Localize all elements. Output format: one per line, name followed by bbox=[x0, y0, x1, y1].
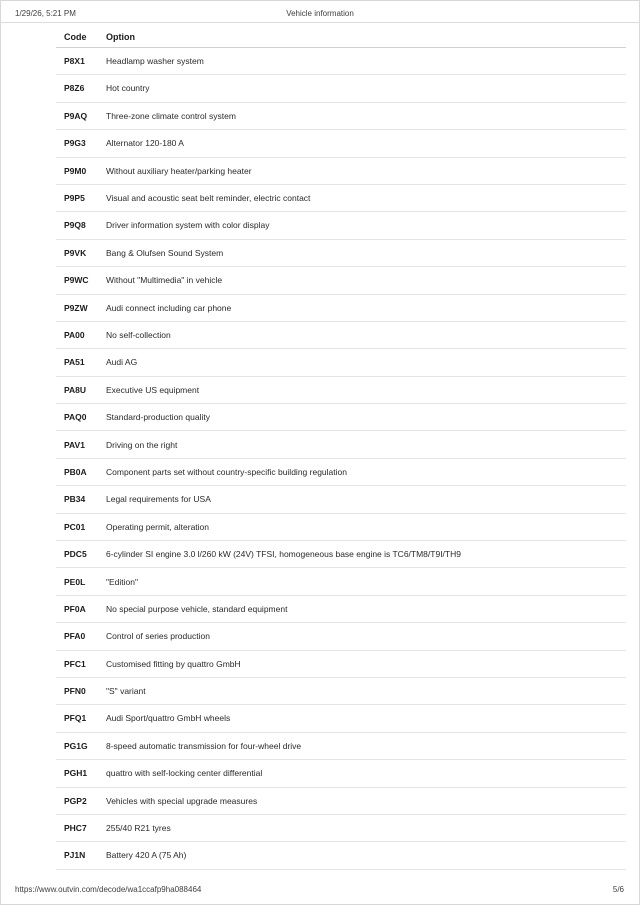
option-cell: Control of series production bbox=[106, 631, 210, 642]
code-cell: PA00 bbox=[64, 330, 85, 340]
column-header-code: Code bbox=[64, 31, 87, 42]
option-cell: 8-speed automatic transmission for four-wheel drive bbox=[106, 740, 302, 751]
table-row bbox=[56, 130, 626, 157]
code-cell: P9ZW bbox=[64, 302, 88, 313]
code-cell: P9Q8 bbox=[64, 220, 86, 231]
option-cell: Driving on the right bbox=[106, 439, 178, 450]
table-row bbox=[56, 185, 626, 212]
option-cell: Driver information system with color display bbox=[106, 220, 270, 231]
table-row bbox=[56, 733, 626, 760]
table-row bbox=[56, 103, 626, 130]
code-cell: P8X1 bbox=[64, 56, 85, 67]
source-url: https://www.outvin.com/decode/wa1ccafp9ha088464 bbox=[15, 885, 202, 894]
table-row bbox=[56, 48, 626, 75]
option-cell: Without auxiliary heater/parking heater bbox=[106, 165, 252, 176]
option-cell: Audi Sport/quattro GmbH wheels bbox=[106, 713, 231, 724]
option-cell: Customised fitting by quattro GmbH bbox=[106, 658, 241, 669]
option-cell: "S" variant bbox=[106, 686, 146, 697]
code-cell: PGP2 bbox=[64, 795, 87, 806]
table-row bbox=[56, 240, 626, 267]
option-cell: Alternator 120-180 A bbox=[106, 138, 184, 149]
print-header bbox=[1, 1, 639, 23]
table-row bbox=[56, 349, 626, 376]
option-cell: Audi connect including car phone bbox=[106, 302, 232, 313]
print-footer bbox=[1, 880, 639, 904]
print-datetime: 1/29/26, 5:21 PM bbox=[15, 9, 76, 18]
table-row bbox=[56, 322, 626, 349]
table-row bbox=[56, 568, 626, 595]
code-cell: PA8U bbox=[64, 384, 87, 395]
table-row bbox=[56, 541, 626, 568]
code-cell: PHC7 bbox=[64, 823, 87, 834]
option-cell: Headlamp washer system bbox=[106, 56, 204, 67]
code-cell: PG1G bbox=[64, 740, 88, 751]
table-row bbox=[56, 596, 626, 623]
table-row bbox=[56, 431, 626, 458]
table-row bbox=[56, 267, 626, 294]
table-row bbox=[56, 623, 626, 650]
code-cell: PFQ1 bbox=[64, 713, 87, 724]
table-row bbox=[56, 514, 626, 541]
table-row bbox=[56, 75, 626, 102]
option-cell: Bang & Olufsen Sound System bbox=[106, 247, 224, 258]
option-cell: Operating permit, alteration bbox=[106, 521, 209, 532]
code-cell: PAQ0 bbox=[64, 412, 87, 423]
option-cell: quattro with self-locking center differential bbox=[106, 768, 263, 779]
column-header-option: Option bbox=[106, 31, 135, 42]
option-cell: Vehicles with special upgrade measures bbox=[106, 795, 258, 806]
option-cell: Audi AG bbox=[106, 357, 138, 368]
option-cell: Component parts set without country-specific building regulation bbox=[106, 466, 347, 477]
option-table bbox=[56, 27, 626, 870]
option-cell: "Edition" bbox=[106, 576, 139, 587]
table-row bbox=[56, 705, 626, 732]
code-cell: P9M0 bbox=[64, 165, 87, 176]
code-cell: PAV1 bbox=[64, 439, 85, 450]
code-cell: PFA0 bbox=[64, 631, 86, 642]
option-cell: Battery 420 A (75 Ah) bbox=[106, 850, 187, 861]
code-cell: PA51 bbox=[64, 357, 85, 368]
code-cell: P9WC bbox=[64, 275, 89, 286]
option-cell: Executive US equipment bbox=[106, 384, 200, 395]
option-cell: No special purpose vehicle, standard equipment bbox=[106, 603, 288, 614]
table-row bbox=[56, 651, 626, 678]
code-cell: PB34 bbox=[64, 494, 86, 505]
option-cell: Standard-production quality bbox=[106, 412, 210, 423]
code-cell: PF0A bbox=[64, 603, 86, 614]
table-row bbox=[56, 788, 626, 815]
table-row bbox=[56, 678, 626, 705]
table-row bbox=[56, 295, 626, 322]
table-row bbox=[56, 842, 626, 869]
code-cell: P9G3 bbox=[64, 138, 86, 149]
code-cell: PGH1 bbox=[64, 768, 88, 779]
option-table-body bbox=[56, 48, 626, 870]
code-cell: PC01 bbox=[64, 521, 86, 532]
table-row bbox=[56, 158, 626, 185]
code-cell: PFN0 bbox=[64, 686, 86, 697]
option-cell: No self-collection bbox=[106, 330, 171, 340]
table-row bbox=[56, 760, 626, 787]
code-cell: PE0L bbox=[64, 576, 86, 587]
option-cell: Legal requirements for USA bbox=[106, 494, 211, 505]
table-row bbox=[56, 459, 626, 486]
code-cell: P9VK bbox=[64, 247, 87, 258]
table-row bbox=[56, 815, 626, 842]
table-row bbox=[56, 404, 626, 431]
code-cell: PDC5 bbox=[64, 549, 87, 560]
code-cell: P8Z6 bbox=[64, 83, 85, 94]
option-cell: Visual and acoustic seat belt reminder, electric contact bbox=[106, 193, 311, 204]
page-number: 5/6 bbox=[612, 885, 624, 894]
option-cell: Three-zone climate control system bbox=[106, 110, 236, 121]
code-cell: PJ1N bbox=[64, 850, 86, 861]
code-cell: P9AQ bbox=[64, 110, 88, 121]
option-table-header-row bbox=[56, 27, 626, 48]
option-cell: Without "Multimedia" in vehicle bbox=[106, 275, 223, 286]
table-row bbox=[56, 377, 626, 404]
code-cell: PB0A bbox=[64, 466, 87, 477]
code-cell: P9P5 bbox=[64, 193, 85, 204]
code-cell: PFC1 bbox=[64, 658, 86, 669]
option-cell: Hot country bbox=[106, 83, 150, 94]
table-row bbox=[56, 212, 626, 239]
option-cell: 255/40 R21 tyres bbox=[106, 823, 171, 834]
option-cell: 6-cylinder SI engine 3.0 l/260 kW (24V) TFSI, homogeneous base engine is TC6/TM8/T9I/TH9 bbox=[106, 549, 461, 560]
table-row bbox=[56, 486, 626, 513]
document-title: Vehicle information bbox=[286, 9, 354, 18]
